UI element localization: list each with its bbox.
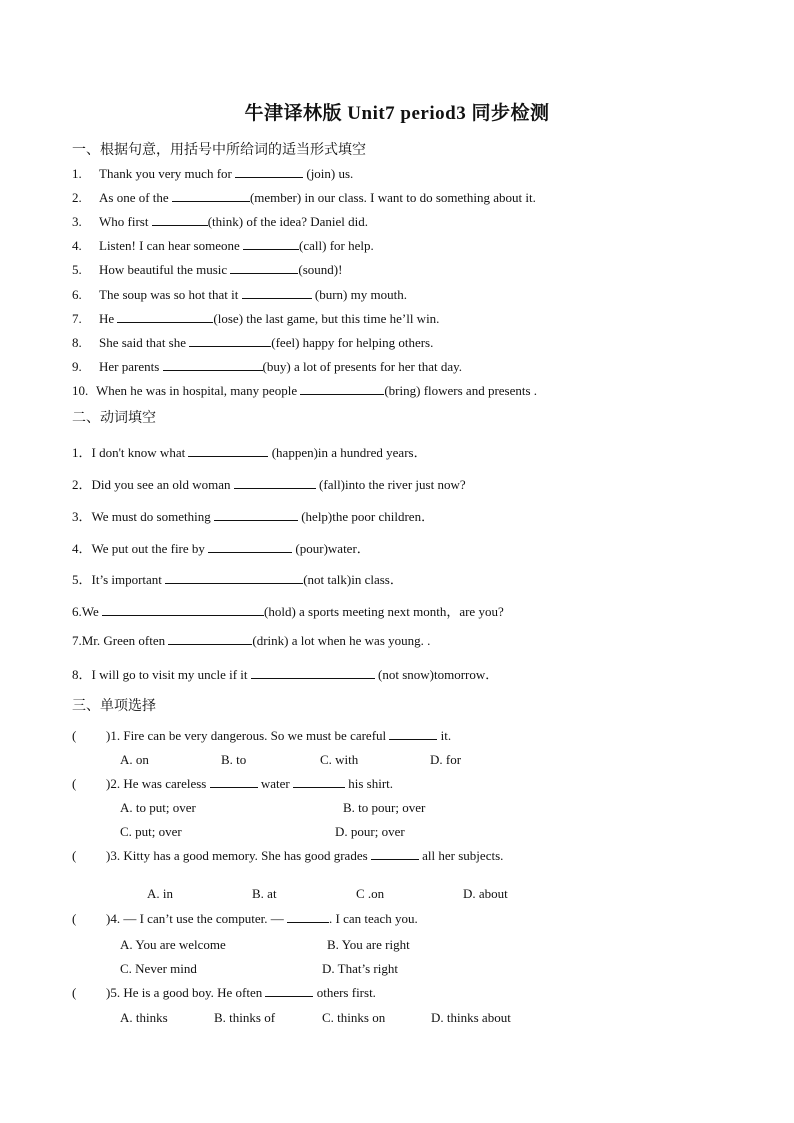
question-number: 4． [72, 541, 92, 556]
section-heading-3: 三、单项选择 [72, 698, 156, 714]
question-row [72, 335, 433, 351]
question-row [72, 383, 537, 399]
question-text: (pour)water． [292, 541, 370, 556]
question-number: 1． [72, 445, 92, 460]
page-title: 牛津译林版 Unit7 period3 同步检测 [244, 103, 550, 124]
answer-blank[interactable] [235, 166, 303, 178]
question-row [72, 287, 407, 303]
question-text: Who first [99, 214, 152, 229]
question-text: (join) us. [303, 166, 354, 181]
question-text: As one of the [99, 190, 172, 205]
answer-blank[interactable] [163, 359, 263, 371]
option-a[interactable]: A. on [120, 752, 149, 767]
answer-blank[interactable] [230, 262, 298, 274]
question-text: How beautiful the music [99, 262, 231, 277]
option-d[interactable]: D. about [463, 886, 508, 901]
question-text: Fire can be very dangerous. So we must be careful [120, 728, 390, 743]
question-number: 7. [72, 633, 82, 648]
mc-question-4 [72, 911, 418, 927]
mc-question-5 [72, 985, 376, 1001]
question-number: 8． [72, 667, 92, 682]
question-text: (hold) a sports meeting next month，are you? [264, 604, 504, 619]
question-text: water [257, 776, 293, 791]
question-number: 8. [72, 335, 82, 350]
option-d[interactable]: D. pour; over [335, 824, 405, 839]
answer-blank[interactable] [234, 477, 316, 489]
question-number: 6. [72, 604, 82, 619]
answer-blank[interactable] [208, 541, 292, 553]
question-text: (burn) my mouth. [311, 287, 407, 302]
question-row [72, 442, 427, 461]
question-number: 6. [72, 287, 82, 302]
question-text: Her parents [99, 359, 163, 374]
question-text: (buy) a lot of presents for her that day. [262, 359, 463, 374]
option-b[interactable]: B. thinks of [214, 1010, 276, 1025]
question-number: )1. [106, 728, 121, 743]
question-text: She said that she [99, 335, 190, 350]
mc-question-3 [72, 848, 503, 864]
question-number: 3. [72, 214, 82, 229]
answer-blank[interactable] [251, 667, 375, 679]
answer-blank[interactable] [168, 633, 252, 645]
question-row [72, 601, 504, 620]
question-text: (sound)! [298, 262, 343, 277]
question-text: (help)the poor children． [297, 509, 435, 524]
question-text: (member) in our class. I want to do something about it. [249, 190, 536, 205]
answer-blank[interactable] [165, 572, 303, 584]
section-heading-1: 一、根据句意，用括号中所给词的适当形式填空 [72, 142, 366, 158]
question-text: Kitty has a good memory. She has good grades [120, 848, 371, 863]
question-text: Mr. Green often [81, 633, 169, 648]
question-text: . I can teach you. [329, 911, 418, 926]
question-text: Listen! I can hear someone [99, 238, 244, 253]
question-text: He [99, 311, 118, 326]
question-text: (not snow)tomorrow． [374, 667, 499, 682]
question-number: 9. [72, 359, 82, 374]
question-number: )3. [106, 848, 121, 863]
answer-blank[interactable] [102, 604, 264, 616]
question-text: — I can’t use the computer. — [120, 911, 288, 926]
option-c[interactable]: C. with [320, 752, 359, 767]
answer-blank[interactable] [265, 985, 313, 997]
mc-question-2 [72, 776, 393, 792]
question-text: Thank you very much for [99, 166, 236, 181]
question-row [72, 538, 370, 557]
question-text: (think) of the idea? Daniel did. [207, 214, 368, 229]
answer-paren[interactable]: ( [72, 848, 77, 863]
option-d[interactable]: D. thinks about [431, 1010, 511, 1025]
question-number: )2. [106, 776, 121, 791]
question-text: (bring) flowers and presents . [384, 383, 538, 398]
question-text: It’s important [91, 572, 166, 587]
option-c[interactable]: C. put; over [120, 824, 182, 839]
section-heading-2: 二、动词填空 [72, 410, 156, 426]
question-row [72, 569, 403, 588]
question-row [72, 633, 430, 649]
answer-paren[interactable]: ( [72, 728, 77, 743]
answer-blank[interactable] [293, 776, 345, 788]
question-number: 2. [72, 190, 82, 205]
question-row [72, 664, 498, 683]
answer-blank[interactable] [117, 311, 213, 323]
question-text: others first. [313, 985, 376, 1000]
answer-blank[interactable] [300, 383, 384, 395]
option-c[interactable]: C. Never mind [120, 961, 197, 976]
question-row [72, 190, 536, 206]
answer-blank[interactable] [371, 848, 419, 860]
option-b[interactable]: B. at [252, 886, 277, 901]
answer-blank[interactable] [243, 238, 299, 250]
answer-blank[interactable] [189, 335, 271, 347]
question-row [72, 311, 439, 327]
question-text: He was careless [120, 776, 210, 791]
question-text: all her subjects. [418, 848, 504, 863]
question-text: I will go to visit my uncle if it [91, 667, 251, 682]
question-row [72, 214, 368, 230]
option-a[interactable]: A. in [147, 886, 173, 901]
option-b[interactable]: B. to [221, 752, 247, 767]
answer-blank[interactable] [214, 509, 298, 521]
answer-paren[interactable]: ( [72, 776, 77, 791]
question-number: 7. [72, 311, 82, 326]
question-text: Did you see an old woman [91, 477, 234, 492]
answer-paren[interactable]: ( [72, 985, 77, 1000]
question-text: it. [437, 728, 452, 743]
question-number: 3． [72, 509, 92, 524]
option-c[interactable]: C .on [356, 886, 385, 901]
answer-blank[interactable] [389, 728, 437, 740]
question-number: 4. [72, 238, 82, 253]
question-text: I don't know what [91, 445, 189, 460]
question-text: (fall)into the river just now? [315, 477, 466, 492]
question-row [72, 262, 342, 278]
answer-blank[interactable] [188, 445, 268, 457]
question-text: (lose) the last game, but this time he’ll win. [213, 311, 440, 326]
question-text: He is a good boy. He often [120, 985, 266, 1000]
question-text: When he was in hospital, many people [96, 383, 301, 398]
answer-blank[interactable] [287, 911, 329, 923]
question-text: (happen)in a hundred years． [268, 445, 427, 460]
option-a[interactable]: A. You are welcome [120, 937, 226, 952]
question-row [72, 359, 462, 375]
question-text: The soup was so hot that it [99, 287, 242, 302]
option-b[interactable]: B. You are right [327, 937, 410, 952]
option-d[interactable]: D. for [430, 752, 462, 767]
option-d[interactable]: D. That’s right [322, 961, 398, 976]
question-text: (call) for help. [299, 238, 374, 253]
question-text: (feel) happy for helping others. [271, 335, 434, 350]
answer-blank[interactable] [210, 776, 258, 788]
answer-blank[interactable] [152, 214, 208, 226]
mc-question-1 [72, 728, 451, 744]
option-b[interactable]: B. to pour; over [343, 800, 426, 815]
option-a[interactable]: A. to put; over [120, 800, 196, 815]
question-text: (not talk)in class． [303, 572, 403, 587]
question-number: 10. [72, 383, 89, 398]
question-text: his shirt. [344, 776, 394, 791]
option-a[interactable]: A. thinks [120, 1010, 168, 1025]
question-number: 1. [72, 166, 82, 181]
question-number: )5. [106, 985, 121, 1000]
answer-paren[interactable]: ( [72, 911, 77, 926]
question-text: We [81, 604, 102, 619]
question-row [72, 166, 353, 182]
question-number: )4. [106, 911, 121, 926]
question-text: (drink) a lot when he was young. . [252, 633, 431, 648]
option-c[interactable]: C. thinks on [322, 1010, 386, 1025]
question-text: We must do something [91, 509, 214, 524]
answer-blank[interactable] [242, 287, 312, 299]
question-number: 2． [72, 477, 92, 492]
question-number: 5. [72, 262, 82, 277]
question-number: 5． [72, 572, 92, 587]
answer-blank[interactable] [172, 190, 250, 202]
question-row [72, 238, 374, 254]
question-row [72, 474, 466, 493]
question-row [72, 506, 434, 525]
question-text: We put out the fire by [91, 541, 209, 556]
